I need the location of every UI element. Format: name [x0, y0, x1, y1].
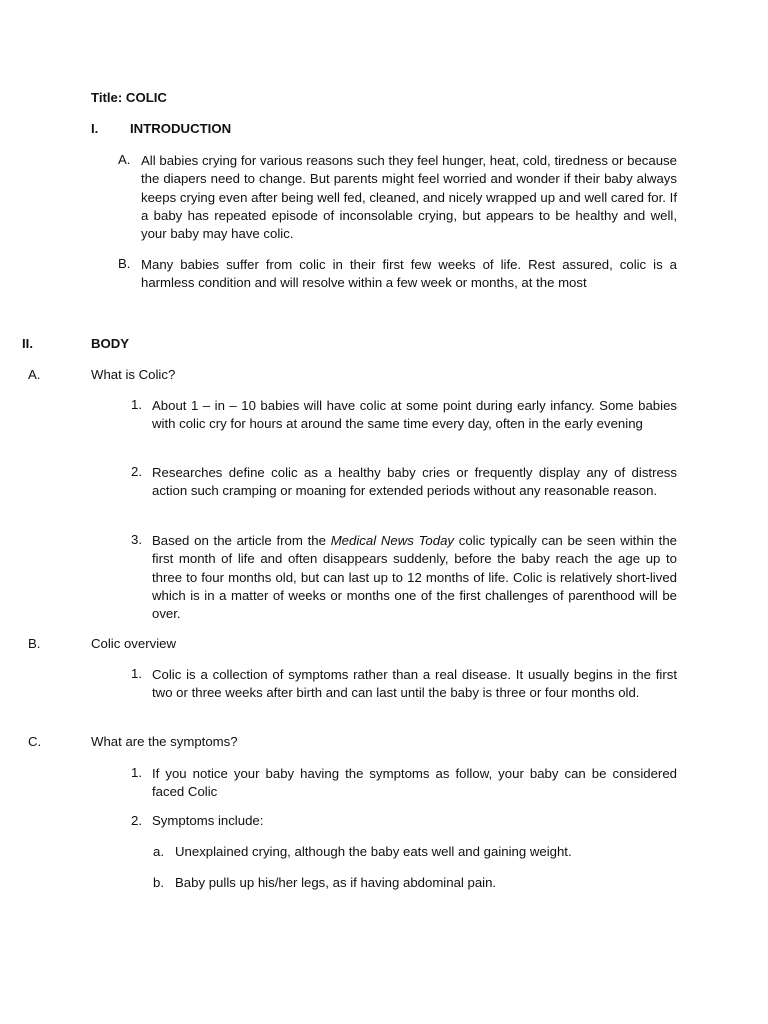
- colic-item-3-text-pre: Based on the article from the: [152, 533, 331, 548]
- subsection-b-heading: Colic overview: [91, 636, 177, 651]
- intro-item-a-marker: A.: [118, 152, 131, 167]
- colic-item-2-text: Researches define colic as a healthy baby cries or frequently display any of distress action such cramping or moaning for extended periods without any reasonable reason.: [152, 465, 677, 499]
- symptom-a-marker: a.: [153, 844, 164, 859]
- subsection-b-marker: B.: [28, 636, 41, 651]
- subsection-a-heading: What is Colic?: [91, 367, 176, 382]
- colic-item-3-text-post: colic typically can be seen within the first month of life and often disappears suddenly, before the baby reach the age up to three to four months old, but can last up to 12 months of life. Colic is relatively short-lived which is in a matter of weeks or months one of the first challenges of parenthood will be over.: [152, 533, 678, 622]
- symptoms-item-2-marker: 2.: [131, 813, 142, 828]
- symptom-b-text: Baby pulls up his/her legs, as if having abdominal pain.: [175, 875, 497, 890]
- subsection-c-heading: What are the symptoms?: [91, 734, 238, 749]
- source-citation: Medical News Today: [330, 533, 455, 548]
- subsection-a-marker: A.: [28, 367, 41, 382]
- symptoms-item-2-text: Symptoms include:: [152, 813, 264, 828]
- doc-title: Title: COLIC: [91, 90, 167, 105]
- section-1-heading: INTRODUCTION: [130, 121, 232, 136]
- symptoms-item-1-marker: 1.: [131, 765, 142, 780]
- colic-item-3-text: [152, 532, 677, 623]
- section-2-heading: BODY: [91, 336, 130, 351]
- intro-item-a-text: All babies crying for various reasons such they feel hunger, heat, cold, tiredness or because the diapers need to change. But parents might feel worried and wonder if their baby always keeps crying even after being well fed, cleaned, and nicely wrapped up and well cared for. If a baby has repeated episode of inconsolable crying, but appears to be healthy and well, your baby may have colic.: [141, 153, 677, 242]
- symptom-b-marker: b.: [153, 875, 164, 890]
- colic-item-1-marker: 1.: [131, 397, 142, 412]
- colic-item-3-marker: 3.: [131, 532, 142, 547]
- overview-item-1-marker: 1.: [131, 666, 142, 681]
- symptom-a-text: Unexplained crying, although the baby eats well and gaining weight.: [175, 844, 572, 859]
- intro-item-b-text: Many babies suffer from colic in their first few weeks of life. Rest assured, colic is a harmless condition and will resolve within a few week or months, at the most: [141, 257, 677, 291]
- symptoms-item-1-text: If you notice your baby having the symptoms as follow, your baby can be considered faced Colic: [152, 766, 677, 800]
- colic-item-2-marker: 2.: [131, 464, 142, 479]
- section-1-numeral: I.: [91, 121, 99, 136]
- intro-item-b-marker: B.: [118, 256, 131, 271]
- section-2-numeral: II.: [22, 336, 33, 351]
- overview-item-1-text: Colic is a collection of symptoms rather than a real disease. It usually begins in the first two or three weeks after birth and can last until the baby is three or four months old.: [152, 667, 677, 701]
- colic-item-1-text: About 1 – in – 10 babies will have colic at some point during early infancy. Some babies with colic cry for hours at around the same time every day, often in the early evening: [152, 398, 677, 432]
- subsection-c-marker: C.: [28, 734, 42, 749]
